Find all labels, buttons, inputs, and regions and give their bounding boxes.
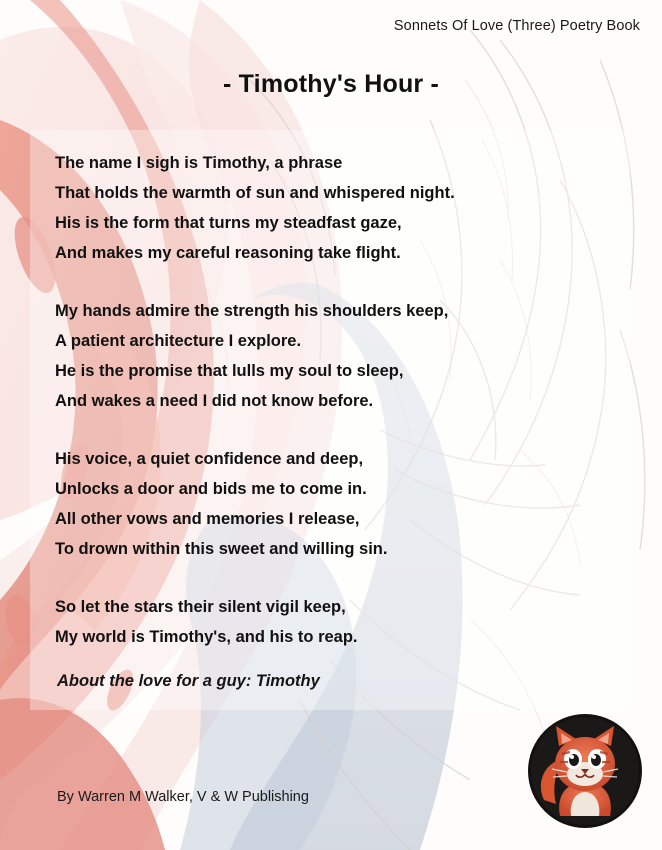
poem-stanza — [55, 148, 615, 268]
cat-mascot-logo — [526, 712, 644, 830]
about-note: About the love for a guy: Timothy — [57, 672, 320, 690]
poem-line: He is the promise that lulls my soul to sleep, — [55, 362, 404, 380]
poem-line: His voice, a quiet confidence and deep, — [55, 450, 364, 468]
poem-line: And makes my careful reasoning take flight. — [55, 244, 401, 262]
poem-body — [55, 148, 615, 680]
poem-line: My hands admire the strength his shoulders keep, — [55, 302, 449, 320]
poem-line: So let the stars their silent vigil keep, — [55, 598, 346, 616]
poem-stanza — [55, 296, 615, 416]
poem-stanza — [55, 592, 615, 652]
poem-line: The name I sigh is Timothy, a phrase — [55, 154, 343, 172]
poem-line: Unlocks a door and bids me to come in. — [55, 480, 367, 498]
poem-stanza — [55, 444, 615, 564]
poem-line: And wakes a need I did not know before. — [55, 392, 374, 410]
poem-line: That holds the warmth of sun and whispered night. — [55, 184, 455, 202]
byline: By Warren M Walker, V & W Publishing — [57, 789, 309, 805]
poem-line: His is the form that turns my steadfast gaze, — [55, 214, 402, 232]
poem-line: A patient architecture I explore. — [55, 332, 302, 350]
book-title-header: Sonnets Of Love (Three) Poetry Book — [393, 18, 640, 34]
page-title: - Timothy's Hour - — [222, 70, 440, 98]
poem-line: To drown within this sweet and willing sin. — [55, 540, 388, 558]
poem-line: All other vows and memories I release, — [55, 510, 360, 528]
poem-line: My world is Timothy's, and his to reap. — [55, 628, 358, 646]
